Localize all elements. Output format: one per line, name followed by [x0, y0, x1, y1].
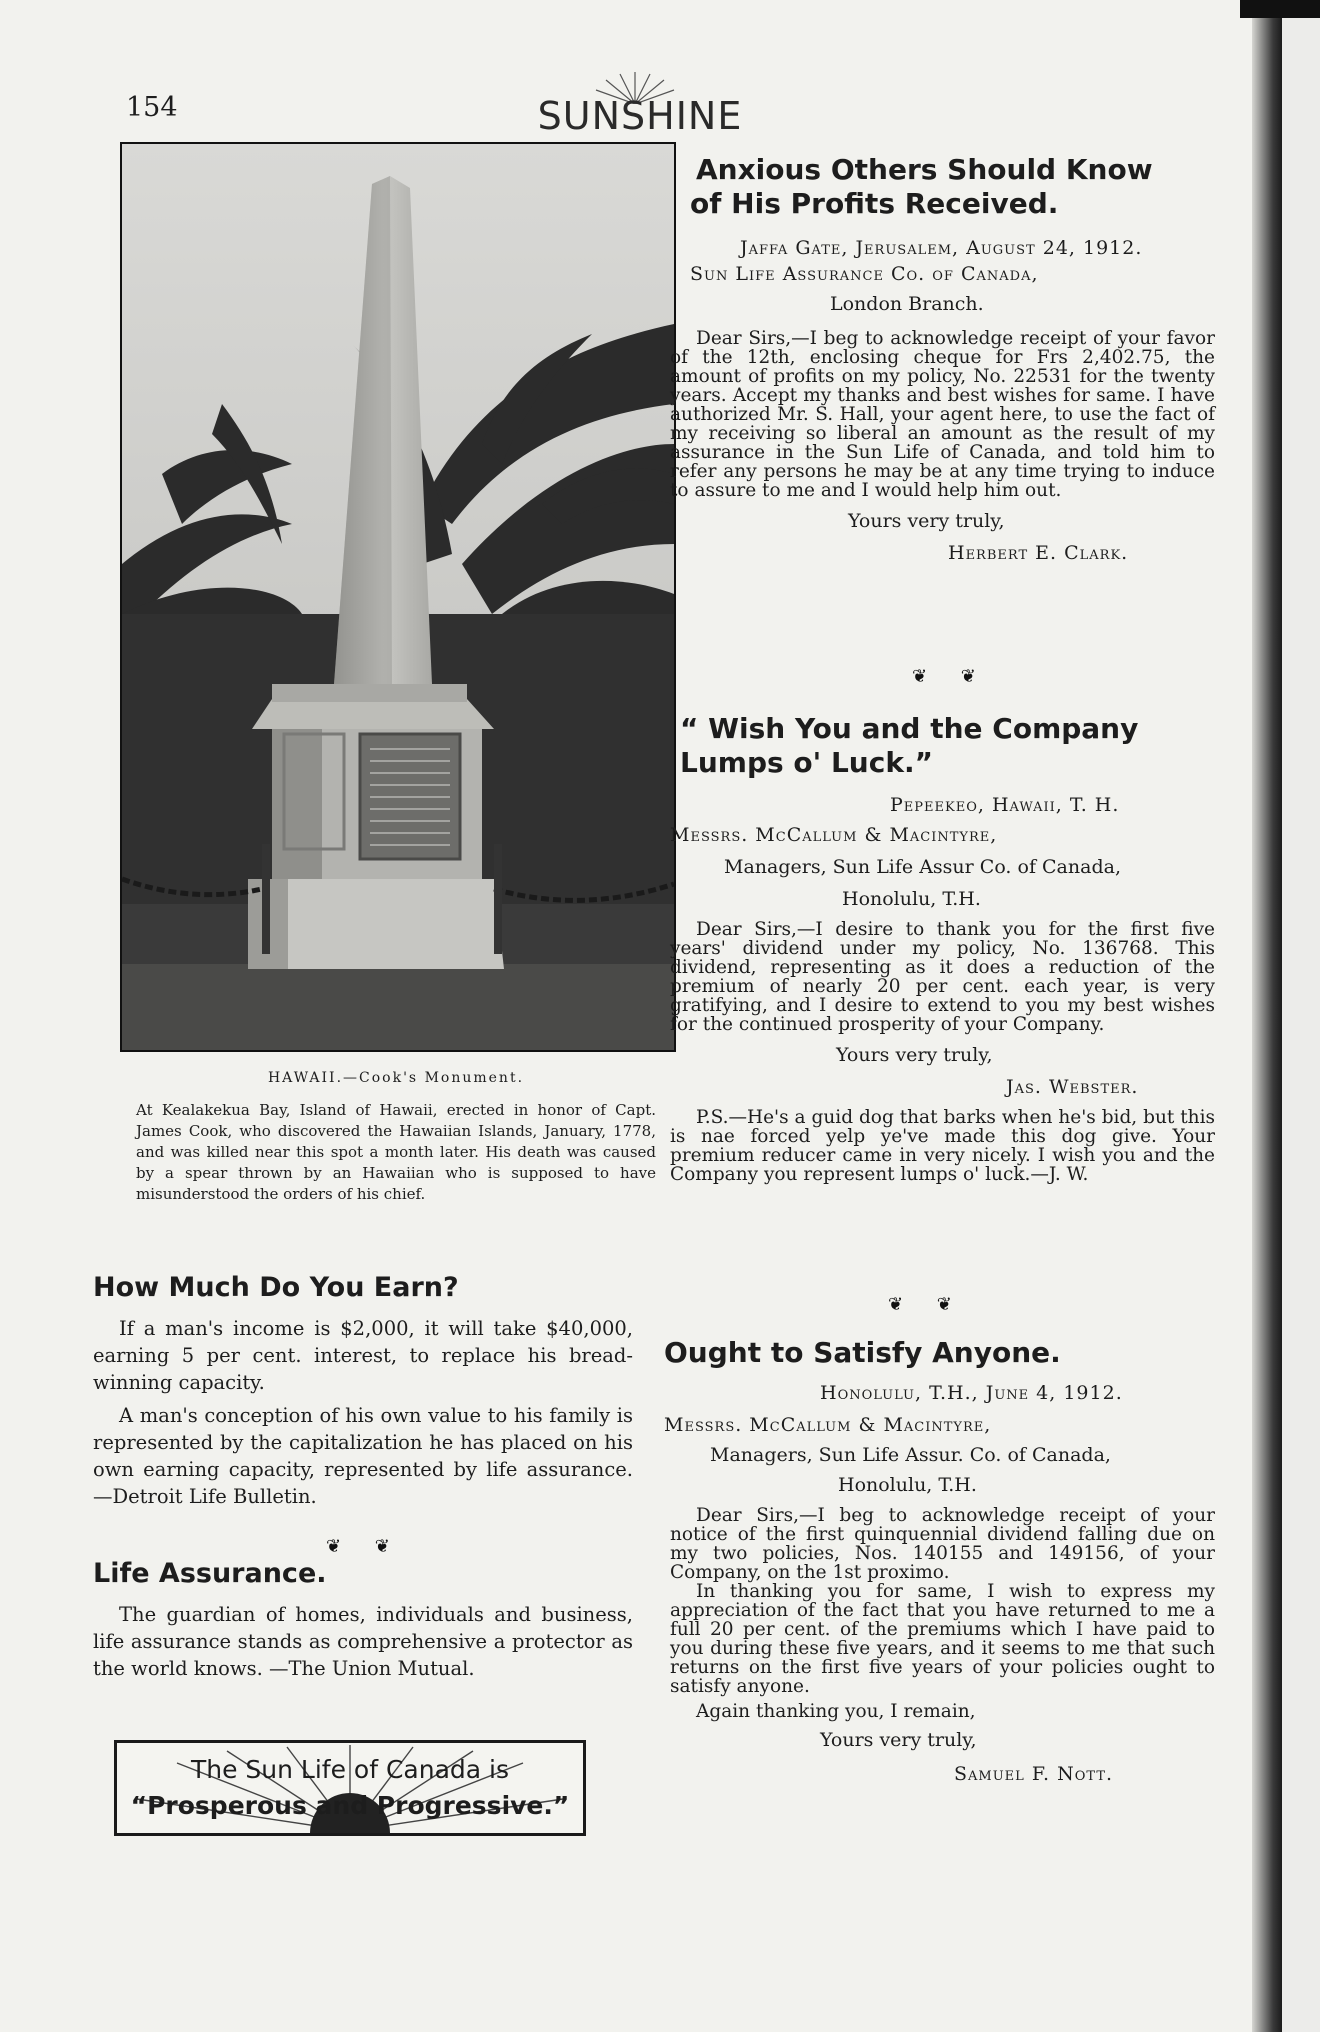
- page-number: 154: [126, 92, 178, 123]
- earn-article: [93, 1272, 633, 1510]
- photo-caption-body: At Kealakekua Bay, Island of Hawaii, erected in honor of Capt. James Cook, who discovered the Hawaiian Islands, January, 1778, and was killed near this spot a month later. His death was caused by a spear thrown by an Hawaiian who is supposed to have misunderstood the orders of his chief.: [136, 1101, 656, 1203]
- letter2-addressee-1: Messrs. McCallum & Macintyre,: [670, 824, 998, 846]
- letter3-addressee-2: Managers, Sun Life Assur. Co. of Canada,: [710, 1444, 1111, 1466]
- letter1-addressee-1: Sun Life Assurance Co. of Canada,: [690, 263, 1039, 285]
- letter3-addressee-1: Messrs. McCallum & Macintyre,: [664, 1414, 992, 1436]
- monument-photograph: [120, 142, 676, 1052]
- earn-heading: How Much Do You Earn?: [93, 1272, 459, 1303]
- letter3-body-3: Again thanking you, I remain,: [696, 1701, 976, 1722]
- letter2-heading-line-1: “ Wish You and the Company: [680, 712, 1139, 745]
- letter3-body-1: Dear Sirs,—I beg to acknowledge receipt of your notice of the first quinquennial dividend falling due on my two policies, Nos. 140155 and 149156, of your Company, on the 1st proximo.: [670, 1505, 1215, 1583]
- earn-paragraph-2: A man's conception of his own value to his family is represented by the capitalization he has placed on his own earning capacity, represented by life assurance.—Detroit Life Bulletin.: [93, 1404, 633, 1508]
- letter1-body: Dear Sirs,—I beg to acknowledge receipt of your favor of the 12th, enclosing cheque for Frs 2,402.75, the amount of profits on my policy, No. 22531 for the twenty years. Accept my thanks and best wishes for same. I have authorized Mr. S. Hall, your agent here, to use the fact of my receiving so liberal an amount as the result of my assurance in the Sun Life of Canada, and told him to refer any persons he may be at any time trying to induce to assure to me and I would help him out.: [670, 328, 1215, 501]
- letter1-signature: Herbert E. Clark.: [948, 542, 1129, 564]
- earn-paragraph-1: If a man's income is $2,000, it will take $40,000, earning 5 per cent. interest, to replace his bread-winning capacity.: [93, 1317, 633, 1394]
- letter3-closing: Yours very truly,: [820, 1729, 977, 1751]
- photo-caption-title: HAWAII.—Cook's Monument.: [267, 1070, 525, 1086]
- masthead-title: SUNSHINE: [537, 94, 743, 138]
- banner-line-2: “Prosperous and Progressive.”: [130, 1791, 570, 1820]
- letter2-dateline: Pepeekeo, Hawaii, T. H.: [890, 794, 1120, 816]
- letter3-dateline: Honolulu, T.H., June 4, 1912.: [820, 1382, 1123, 1404]
- facing-page-strip: [1282, 0, 1320, 2032]
- letter2-signature: Jas. Webster.: [1006, 1076, 1139, 1098]
- letter2-postscript: P.S.—He's a guid dog that barks when he's bid, but this is nae forced yelp ye've made this dog give. Your premium reducer came in very nicely. I wish you and the Company you represent lumps o' luck.—J. W.: [670, 1107, 1215, 1185]
- letter2-body: Dear Sirs,—I desire to thank you for the first five years' dividend under my policy, No. 136768. This dividend, representing as it does a reduction of the premium of nearly 20 per cent. each year, is very gratifying, and I desire to extend to you my best wishes for the continued prosperity of your Company.: [670, 919, 1215, 1035]
- letter2-addressee-2: Managers, Sun Life Assur Co. of Canada,: [724, 856, 1121, 878]
- obelisk-illustration: [122, 144, 674, 1050]
- sun-life-banner: [114, 1740, 586, 1836]
- life-article: [93, 1558, 633, 1682]
- letter1-heading-line-2: of His Profits Received.: [690, 187, 1059, 220]
- letter3-body-2: In thanking you for same, I wish to express my appreciation of the fact that you have returned to me a full 20 per cent. of the premiums which I have paid to you during these five years, and it seems to me that such returns on the first five years of your policies ought to satisfy anyone.: [670, 1581, 1215, 1697]
- scan-corner: [1240, 0, 1320, 18]
- letter3-addressee-3: Honolulu, T.H.: [838, 1474, 977, 1496]
- letter2-heading-line-2: Lumps o' Luck.”: [680, 746, 933, 779]
- letter1-addressee-2: London Branch.: [830, 293, 984, 315]
- letter3-signature: Samuel F. Nott.: [954, 1763, 1114, 1785]
- life-heading: Life Assurance.: [93, 1558, 327, 1589]
- letter1-heading-line-1: Anxious Others Should Know: [696, 153, 1153, 186]
- letter2-closing: Yours very truly,: [836, 1044, 993, 1066]
- banner-line-1: The Sun Life of Canada is: [190, 1755, 510, 1784]
- fleuron-ornament-3: ❦ ❦: [888, 1294, 966, 1315]
- fleuron-ornament-1: ❦ ❦: [326, 1536, 404, 1557]
- page-edge-shadow: [1252, 0, 1282, 2032]
- letter-honolulu: [664, 1336, 1215, 1785]
- letter-jerusalem: [670, 153, 1215, 564]
- letter1-closing: Yours very truly,: [848, 510, 1005, 532]
- letter-pepeekeo: [670, 712, 1215, 1184]
- life-paragraph-1: The guardian of homes, individuals and business, life assurance stands as comprehensive a protector as the world knows. —The Union Mutual.: [93, 1603, 633, 1680]
- letter1-dateline: Jaffa Gate, Jerusalem, August 24, 1912.: [740, 237, 1143, 259]
- letter2-addressee-3: Honolulu, T.H.: [842, 888, 981, 910]
- letter3-heading: Ought to Satisfy Anyone.: [664, 1336, 1061, 1369]
- fleuron-ornament-2: ❦ ❦: [912, 666, 990, 687]
